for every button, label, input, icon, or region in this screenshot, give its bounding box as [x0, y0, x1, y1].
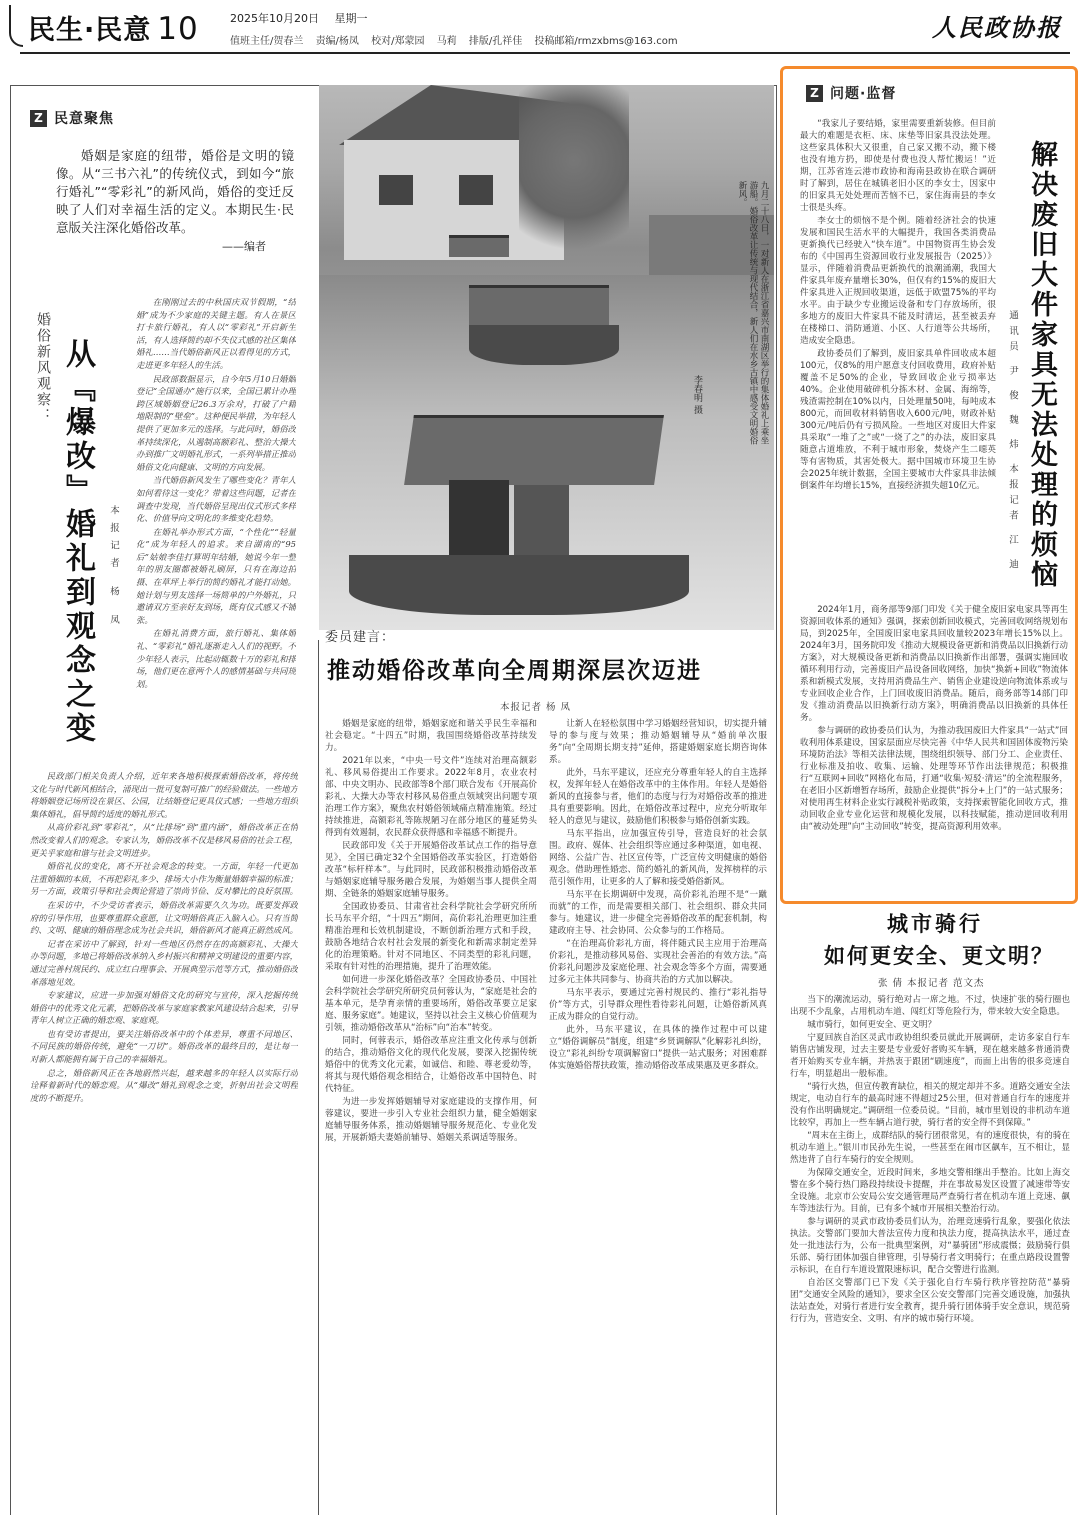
wedding-boat-photo	[319, 85, 774, 630]
photo-tree	[519, 85, 629, 275]
page-number: 10	[157, 11, 199, 47]
city-byline: 张 倩 本报记者 范文杰	[878, 978, 985, 989]
staff-item: 值班主任/贺春兰	[230, 36, 304, 47]
column-rule	[10, 85, 11, 1515]
paragraph: 参与调研的政协委员们认为，为推动我国废旧大件家具“一站式”回收利用体系建设，国家层面应尽快完善《中华人民共和国固体废物污染环境防治法》等相关法律法规，围绕组织领导、部门分工、企业责任、行业标准及拍收、收集、运输、处理等环节作出法律规范；积极推行“互联网+回收”网格化布局，打通“收集·短驳·清运”的全流程服务，在老旧小区新增暂存场所，鼓励企业提供“拆分+上门”的一站式服务；对使用再生材料企业实行减税补贴政策，支持探索智能化回收方式，推动回收企业专业化运营和规模化发展，以科技赋能，推动逆回收利用由“被动处理”向“主动回收”转变，提高资源利用效率。	[800, 726, 1068, 832]
photo-credit: 李春明 摄	[692, 375, 702, 414]
issue-date	[230, 10, 380, 26]
paragraph: 政协委员们了解到，废旧家具单件回收成本超100元，仅8%的用户愿意支付回收费用，政府补贴覆盖不足50%的企业，导致回收企业亏损率达40%。企业使用破碎机分拣木材、金属、海绵等，残渣需控制在10%以内，日处理量50吨，每吨成本800元，而回收材料销售收入600元/吨，财政补贴300元/吨后仍有亏损风险。一些地区对废旧大件家具采取“一堆了之”或“一烧了之”的办法，废旧家具随意占道堆放，不利于城市形象，焚烧产生二噁英等有害物质，其害处极大。据中国城市环境卫生协会2025年统计数据，全国主要城市大件家具非法倾倒案件年均增长15%，直接经济损失超10亿元。	[800, 349, 996, 491]
paragraph: 在婚礼消费方面，旅行婚礼、集体婚礼、“零彩礼”婚礼逐渐走入人们的视野。不少年轻人表示，比起动辄数十万的彩礼和排场，他们更在意两个人的感情基础与共同规划。	[136, 628, 296, 689]
photo-window	[459, 175, 493, 205]
date-text: 2025年10月20日	[230, 12, 319, 25]
paragraph: 当下的潮流运动，骑行绝对占一席之地。不过，快速扩张的骑行圈也出现不少乱象，占用机动车道、闯红灯等危险行为，带来较大安全隐患。	[790, 995, 1070, 1017]
feature-byline: 本报记者 杨 凤	[108, 505, 119, 633]
paragraph: 为进一步发挥婚姻辅导对家庭建设的支撑作用，何蓉建议，要进一步引入专业社会组织力量，健全婚姻家庭辅导服务体系，推动婚姻辅导服务规范化、专业化发展，开展新婚夫妻婚前辅导、婚姻关系调适等服务。	[325, 1097, 537, 1143]
feature-headline: 从『爆改』婚礼到观念之变	[60, 338, 95, 746]
section-header-wenti	[806, 83, 896, 103]
paragraph: 在婚礼举办形式方面，“个性化”“轻量化”成为年轻人的追求。来自湖南的“95后”姑娘李佳打算明年结婚，她说今年一整年的朋友圈都被婚礼刷屏，只有在海边拍摄、在草坪上举行的简约婚礼才能打动她。她计划与男友选择一场简单的户外婚礼，只邀请双方至亲好友到场，既有仪式感又不铺张。	[136, 526, 296, 625]
center-byline: 本报记者 杨 凤	[500, 702, 572, 713]
paragraph: 在采访中，不少受访者表示，婚俗改革需要久久为功。既要发挥政府的引导作用，也要尊重群众意愿，让文明婚俗真正入脑入心。只有当简约、文明、健康的婚俗理念成为社会共识，婚俗新风才能真正蔚然成风。	[30, 899, 298, 936]
paragraph: 专家建议，应进一步加强对婚俗文化的研究与宣传，深入挖掘传统婚俗中的优秀文化元素，把婚俗改革与家庭家教家风建设结合起来，引导青年人树立正确的婚恋观、家庭观。	[30, 990, 298, 1026]
photo-main-boat	[349, 555, 689, 615]
staff-item: 排版/孔祥佳	[468, 36, 523, 47]
column-rule	[318, 640, 319, 1515]
paragraph: 城市骑行，如何更安全、更文明？	[807, 1020, 937, 1030]
paragraph: 民政部门相关负责人介绍，近年来各地积极探索婚俗改革，将传统文化与时代新风相结合，涌现出一批可复制可推广的经验做法。一些地方将婚姻登记场所设在景区、公园，让结婚登记更具仪式感；一些地方组织集体婚礼，倡导简约适度的婚礼形式。	[30, 771, 298, 819]
paragraph: 为保障交通安全，近段时间来，多地交警相继出手整治。比如上海交警在多个骑行热门路段持续设卡提醒，并在事故易发区设置了减速带等安全设施。北京市公安局公安交通管理局严查骑行者在机动车道上竞速、飙车等违法行为。目前，已有多个城市开展相关整治行动。	[790, 1168, 1070, 1214]
paragraph: 婚俗礼仪的变化，离不开社会观念的转变。一方面，年轻一代更加注重婚姻的本质，不再把彩礼多少、排场大小作为衡量婚姻幸福的标准；另一方面，政策引导和社会舆论营造了崇尚节俭、反对攀比的良好氛围。	[30, 861, 298, 897]
newspaper-logo: 人民政协报	[932, 13, 1062, 42]
paragraph: 婚姻是家庭的纽带，婚姻家庭和谐关乎民生幸福和社会稳定。“十四五”时期，我国围绕婚俗改革持续发力。	[325, 719, 537, 753]
paragraph: 此外，马东平建议，还应充分尊重年轻人的自主选择权，发挥年轻人在婚俗改革中的主体作用。年轻人是婚俗新风的直接参与者，他们的态度与行为对婚俗改革的推进具有重要影响。因此，在婚俗改革过程中，应充分听取年轻人的意见与建议，鼓励他们积极参与婚俗创新实践。	[549, 768, 767, 826]
paragraph: “周末在主街上，成群结队的骑行团很常见，有的速度很快，有的骑在机动车道上。”银川市民孙先生说，一些甚至在闹市区飙车，互不相让，显然违背了自行车骑行的安全规则。	[790, 1131, 1070, 1165]
right-byline: 通讯员 尹 俊 魏 炜 本报记者 江 迪	[1007, 310, 1018, 575]
section-name: 民生·民意	[28, 15, 152, 46]
center-column-2	[549, 718, 767, 1515]
editor-intro: 婚姻是家庭的纽带，婚俗是文明的镜像。从“三书六礼”的传统仪式，到如今“旅行婚礼”“零彩礼”的新风尚，婚俗的变迁反映了人们对幸福生活的定义。本期民生·民意版关注深化婚俗改革。	[56, 148, 294, 235]
center-headline: 推动婚俗改革向全周期深层次迈进	[327, 658, 702, 684]
feature-kicker: 婚俗新风观察：	[35, 312, 51, 424]
paragraph: “我家儿子要结婚，家里需要重新装修。但目前最大的难题是衣柜、床、床垫等旧家具没法处理。这些家具体积大又很重，自己家又搬不动，搬下楼也没有地方扔，即使是付费也没人帮忙搬运！”近期，江苏省连云港市政协和海南县政协在联合调研时了解到，居住在城镇老旧小区的李女士，因家中的旧家具无处处理而苦恼不已，家住海南县的李女士很是头疼。	[800, 119, 996, 213]
paragraph: 2024年1月，商务部等9部门印发《关于健全废旧家电家具等再生资源回收体系的通知》强调，探索创新回收模式，完善回收网络规划布局，到2025年，全国废旧家电家具回收量较2023年增长15%以上。2024年3月，国务院印发《推动大规模设备更新和消费品以旧换新行动方案》，对大规模设备更新和消费品以旧换新作出部署，强调实施回收循环利用行动，完善废旧产品设备回收网络，加快“换新+回收”物流体系和新模式发展，支持用消费品生产、销售企业建设逆向物流体系或与专业回收企业合作，上门回收废旧消费品。随后，商务部等14部门印发《推动消费品以旧换新行动方案》，明确消费品以旧换新的具体任务。	[800, 605, 1068, 723]
city-body	[790, 994, 1070, 1516]
paragraph: 总之，婚俗新风正在各地蔚然兴起，越来越多的年轻人以实际行动诠释着新时代的婚恋观。从“爆改”婚礼到观念之变，折射出社会文明程度的不断提升。	[30, 1067, 298, 1103]
section-header-minyi	[30, 108, 114, 128]
right-headline: 解决废旧大件家具无法处理的烦恼	[1026, 140, 1057, 590]
staff-item: 马莉	[436, 36, 457, 47]
paragraph: 自治区交警部门已下发《关于强化自行车骑行秩序管控防范“暴骑团”交通安全风险的通知》，要求全区公安交警部门完善交通设施，加强执法站查处，对骑行者进行安全教育，提升骑行团体骑手安全意识，规范骑行行为，营造安全、文明、有序的城市骑行环境。	[790, 1278, 1070, 1324]
weekday-text: 星期一	[334, 12, 368, 25]
editor-credit: ——编者	[222, 240, 266, 253]
staff-item: 投稿邮箱/rmzxbms@163.com	[534, 36, 678, 47]
center-column-1	[325, 718, 537, 1515]
photo-mid-boat-canopy	[469, 285, 609, 325]
paragraph: 从高价彩礼到“零彩礼”，从“比排场”到“重内涵”，婚俗改革正在悄然改变着人们的观念。专家认为，婚俗改革不仅是移风易俗的社会工程，更关乎家庭和谐与社会文明进步。	[30, 822, 298, 858]
city-headline-line2: 如何更安全、更文明？	[824, 943, 1054, 968]
staff-item: 责编/杨凤	[315, 36, 359, 47]
column-rule	[776, 85, 777, 1515]
paragraph: 马东平指出，应加强宣传引导，营造良好的社会氛围。政府、媒体、社会组织等应通过多种渠道，如电视、网络、公益广告、社区宣传等，广泛宣传文明健康的婚俗观念。借助理性婚恋、简约婚礼的新风尚，发挥榜样的示范引领作用，让更多的人了解和接受婚俗新风。	[549, 829, 767, 887]
paragraph: “骑行火热，但宣传教育缺位，相关的规定却并不多。道路交通安全法规定，电动自行车的最高时速不得超过25公里，但对普通自行车的速度并没有作出明确规定。”调研组一位委员说。“目前，城市里划设的非机动车道比较窄，再加上一些车辆占道行驶，骑行者的安全得不到保障。”	[790, 1082, 1070, 1128]
paragraph: 在刚刚过去的中秋国庆双节假期，“结婚”成为不少家庭的关键主题。有人在景区打卡旅行婚礼，有人以“零彩礼”开启新生活，有人选择简约却不失仪式感的社区集体婚礼……当代婚俗新风正以看得见的方式，走进更多年轻人的生活。	[136, 297, 296, 370]
z-logo-icon: Z	[806, 85, 823, 102]
right-body-lower	[800, 604, 1068, 896]
paragraph: 当代婚俗新风发生了哪些变化？青年人如何看待这一变化？带着这些问题，记者在调查中发现，当代婚俗呈现出仪式形式多样化、价值导向文明化的多维变化趋势。	[136, 475, 296, 524]
feature-body-lower	[30, 770, 298, 1515]
staff-item: 校对/郑蒙园	[371, 36, 425, 47]
feature-body-upper	[136, 296, 296, 758]
section-label: 问题·监督	[830, 86, 897, 102]
staff-credits	[230, 32, 687, 47]
paragraph: 2021年以来，“中央一号文件”连续对治理高额彩礼、移风易俗提出工作要求。2022年8月，农业农村部、中央文明办、民政部等8个部门联合发布《开展高价彩礼、大操大办等农村移风易俗重点领域突出问题专项治理工作方案》，聚焦农村婚俗领域痛点精准施策。经过持续推进，高额彩礼等陈规陋习在部分地区的蔓延势头得到有效遏制，农民群众获得感和幸福感不断提升。	[325, 756, 537, 838]
paragraph: 此外，马东平建议，在具体的操作过程中可以建立“婚俗调解员”制度，组建“乡贤调解队”化解彩礼纠纷，设立“彩礼纠纷专项调解窗口”提供一站式服务；对困难群体实施婚俗帮扶政策，推动婚俗改革成果惠及更多群众。	[549, 1025, 767, 1071]
paragraph: 全国政协委员、甘肃省社会科学院社会学研究所所长马东平介绍，“十四五”期间，高价彩礼治理更加注重精准治理和长效机制建设，不断创新治理方式和手段，鼓励各地结合农村社会发展的新变化和新需求制定差异化的治理策略。针对不同地区、不同类型的彩礼问题，采取有针对性的治理措施，提升了治理效能。	[325, 902, 537, 972]
right-body-upper	[800, 118, 996, 598]
photo-far-boat	[449, 235, 509, 257]
paragraph: 李女士的烦恼不是个例。随着经济社会的快速发展和国民生活水平的大幅提升，我国各类消费品更新换代已经驶入“快车道”。中国物资再生协会发布的《中国再生资源回收行业发展报告（2025）》显示，伴随着消费品更新换代的浪潮涌潮，我国大件家具年废弃量增长30%，但仅有约15%的废旧大件家具进入正规回收渠道，远低于欧盟75%的平均水平。由于缺少专业搬运设备和专门存放场所，很多地方的废旧大件家具不能及时清运，甚至被丢弃在楼梯口、消防通道、小区、人行道等公共场所，造成安全隐患。	[800, 216, 996, 346]
paragraph: “在治理高价彩礼方面，将伴随式民主应用于治理高价彩礼，是推动移风易俗、实现社会善治的有效方法。”高价彩礼问题涉及家庭伦理、社会观念等多个方面，需要通过多元主体共同参与、协商共治的方式加以解决。	[549, 939, 767, 985]
masthead-rule	[20, 52, 1070, 54]
paragraph: 马东平表示，要通过完善村规民约、推行“彩礼指导价”等方式，引导群众理性看待彩礼问题，让婚俗新风真正成为群众的自觉行动。	[549, 988, 767, 1022]
photo-mid-boat	[469, 325, 619, 365]
section-label: 民意聚焦	[54, 111, 114, 127]
photo-caption: 九月二十八日，一对新人在浙江省嘉兴市南湖区举行的集体婚礼上乘坐游船。婚俗改革让传统与现代结合，新人们在水乡古镇中感受文明婚俗新风。	[737, 181, 769, 445]
paragraph: 也有受访者提出，要关注婚俗改革中的个体差异，尊重不同地区、不同民族的婚俗传统，避免“一刀切”。婚俗改革的最终目的，是让每一对新人都能拥有属于自己的幸福婚礼。	[30, 1028, 298, 1065]
z-logo-icon: Z	[30, 110, 47, 127]
paragraph: 同时，何蓉表示，婚俗改革应注重文化传承与创新的结合，推动婚俗文化的现代化发展，要深入挖掘传统婚俗中的优秀文化元素，如诚信、和睦、尊老爱幼等，将其与现代婚俗观念相结合，让婚俗改革中国特色、时代特征。	[325, 1036, 537, 1094]
paragraph: 让新人在轻松氛围中学习婚姻经营知识，切实提升辅导的参与度与效果；推动婚姻辅导从“婚前单次服务”向“全周期长期支持”延伸，搭建婚姻家庭长期咨询体系。	[549, 719, 767, 765]
paragraph: 宁夏回族自治区灵武市政协组织委员就此开展调研，走访多家自行车销售店铺发现，过去主要是专业爱好者购买车辆，现在越来越多普通消费者开始购买专业车辆，并热衷于跟团“刷速度”，而面上出售的很多竞速自行车，明显超出一般标准。	[790, 1033, 1070, 1079]
photo-main-boat-canopy	[404, 415, 664, 485]
city-headline-line1: 城市骑行	[887, 912, 983, 936]
paragraph: 记者在采访中了解到，针对一些地区仍然存在的高额彩礼、大操大办等问题，多地已将婚俗改革纳入乡村振兴和精神文明建设的重要内容，通过完善村规民约、成立红白理事会、开展典型示范等方式，推动婚俗改革落地见效。	[30, 938, 298, 987]
masthead	[0, 0, 1080, 58]
paragraph: 参与调研的灵武市政协委员们认为，治理竞速骑行乱象，要强化依法执法。交警部门要加大普法宣传力度和执法力度，提高执法水平，通过查处一批违法行为，公布一批典型案例，对“暴骑团”形成震慑；鼓励骑行俱乐部、骑行团体加强自律管理，引导骑行者文明骑行；在重点路段设置警示标识，在自行车道设置限速标识，配合交警进行监测。	[790, 1217, 1070, 1275]
paragraph: 民政部印发《关于开展婚俗改革试点工作的指导意见》，全国已确定32个全国婚俗改革实验区，打造婚俗改革“标杆样本”。与此同时，民政部积极推动婚俗改革与婚姻家庭辅导服务融合发展，为婚姻当事人提供全周期、全链条的婚姻家庭辅导服务。	[325, 841, 537, 899]
paragraph: 民政部数据显示，自今年5月10日婚姻登记“全国通办”施行以来，全国已累计办理跨区域婚姻登记26.3万余对，打破了户籍地限制的“壁垒”。这种便民举措，为年轻人提供了更加多元的选择。与此同时，婚俗改革持续深化，从遏制高额彩礼、整治大操大办到推广文明婚礼形式，一系列举措正推动婚俗文化向健康、文明的方向发展。	[136, 373, 296, 472]
photo-window	[379, 175, 413, 205]
paragraph: 马东平在长期调研中发现，高价彩礼治理不是“一蹴而就”的工作，而是需要相关部门、社会组织、群众共同参与。她建议，进一步健全完善婚俗改革的配套机制，构建政府主导、社会协同、公众参与的工作格局。	[549, 890, 767, 936]
section-title	[28, 8, 199, 47]
center-kicker: 委员建言：	[325, 630, 396, 645]
masthead-bracket	[9, 5, 23, 47]
paragraph: 如何进一步深化婚俗改革？全国政协委员、中国社会科学院社会学研究所研究员何蓉认为，“家庭是社会的基本单元，是孕育亲情的重要场所，婚俗改革要立足家庭、服务家庭”。她建议，坚持以社会主义核心价值观为引领，推动婚俗改革从“治标”向“治本”转变。	[325, 975, 537, 1033]
